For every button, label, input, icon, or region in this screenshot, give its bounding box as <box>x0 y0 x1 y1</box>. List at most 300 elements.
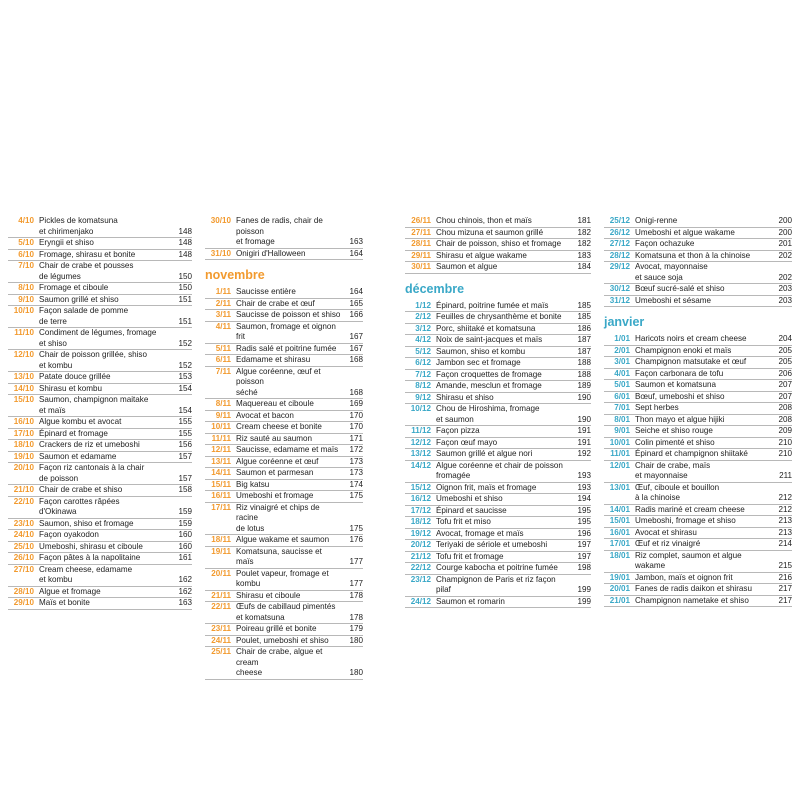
entry-date: 29/10 <box>13 598 34 607</box>
entry-date: 28/10 <box>13 586 34 596</box>
index-entry <box>8 497 192 519</box>
entry-title: Chou mizuna et saumon grillé <box>436 227 544 237</box>
entry-date: 22/12 <box>410 563 431 572</box>
entry-date: 29/11 <box>411 250 431 260</box>
entry-page: 216 <box>778 572 792 582</box>
entry-date: 24/11 <box>211 635 231 645</box>
entry-page: 154 <box>178 405 192 415</box>
entry-date: 22/10 <box>13 496 34 506</box>
entry-page: 215 <box>778 561 792 570</box>
index-entry <box>205 624 363 636</box>
entry-date: 19/11 <box>211 546 231 556</box>
entry-title: Avocat et shirasu <box>635 527 697 537</box>
entry-title: Cream cheese et bonite <box>236 422 322 431</box>
index-entry <box>405 529 591 541</box>
entry-title: Radis salé et poitrine fumée <box>236 343 337 353</box>
index-entry <box>8 452 192 464</box>
entry-page: 183 <box>577 250 591 260</box>
entry-page: 176 <box>349 535 363 544</box>
entry-page: 207 <box>778 391 792 401</box>
entry-title: Cream cheese, edamame et kombu <box>39 564 133 584</box>
entry-title: Avocat et bacon <box>236 410 294 420</box>
entry-page: 151 <box>178 294 192 304</box>
index-column-1 <box>8 216 192 610</box>
index-entry <box>8 519 192 531</box>
entry-date: 29/12 <box>609 262 630 271</box>
index-entry <box>405 438 591 450</box>
index-entry <box>604 596 792 608</box>
entry-title: Chou chinois, thon et maïs <box>436 216 532 225</box>
entry-title: Saumon grillé et algue nori <box>436 449 533 458</box>
entry-page: 210 <box>778 437 792 447</box>
entry-date: 13/11 <box>211 456 231 466</box>
entry-date: 15/12 <box>410 482 431 492</box>
index-entry <box>205 457 363 469</box>
entry-page: 195 <box>577 517 591 526</box>
index-entry <box>405 517 591 529</box>
entry-title: Œufs de cabillaud pimentés et komatsuna <box>236 602 336 622</box>
entry-page: 170 <box>349 422 363 431</box>
entry-date: 21/12 <box>410 551 431 561</box>
entry-date: 16/12 <box>410 494 431 503</box>
index-entry <box>8 295 192 307</box>
index-entry <box>604 483 792 505</box>
index-entry <box>8 261 192 283</box>
index-entry <box>8 250 192 262</box>
entry-title: Umeboshi et shiso <box>436 494 503 503</box>
index-entry <box>205 310 363 322</box>
entry-page: 200 <box>778 227 792 237</box>
entry-page: 175 <box>349 491 363 500</box>
index-entry <box>604 284 792 296</box>
entry-title: Chair de crabe et pousses de légumes <box>39 261 134 281</box>
index-entry <box>604 251 792 263</box>
index-entry <box>405 358 591 370</box>
entry-page: 217 <box>778 595 792 605</box>
entry-page: 199 <box>577 585 591 594</box>
entry-page: 162 <box>178 586 192 596</box>
entry-date: 12/10 <box>13 350 34 359</box>
entry-title: Jambon sec et fromage <box>436 358 521 367</box>
entry-page: 211 <box>779 471 792 480</box>
entry-date: 30/11 <box>411 262 431 271</box>
entry-page: 148 <box>178 249 192 259</box>
entry-date: 27/12 <box>609 239 630 248</box>
entry-page: 173 <box>349 468 363 477</box>
index-entry <box>604 528 792 540</box>
entry-title: Colin pimenté et shiso <box>635 437 715 447</box>
entry-title: Shirasu et shiso <box>436 392 494 402</box>
index-entry <box>205 468 363 480</box>
entry-title: Riz complet, saumon et algue wakame <box>635 550 742 570</box>
entry-page: 157 <box>178 473 192 483</box>
entry-title: Edamame et shirasu <box>236 355 311 364</box>
entry-page: 163 <box>178 598 192 607</box>
entry-title: Bœuf, umeboshi et shiso <box>635 391 725 401</box>
entry-title: Umeboshi et fromage <box>236 491 314 500</box>
entry-title: Façon carbonara de tofu <box>635 368 724 378</box>
entry-page: 213 <box>778 516 792 525</box>
index-entry <box>8 216 192 238</box>
index-entry <box>205 547 363 569</box>
entry-title: Œuf et riz vinaigré <box>635 539 701 548</box>
entry-date: 20/01 <box>609 584 630 593</box>
entry-title: Chair de poisson grillée, shiso et kombu <box>39 350 147 370</box>
entry-title: Saumon et algue <box>436 262 498 271</box>
index-entry <box>405 324 591 336</box>
entry-title: Saucisse de poisson et shiso <box>236 310 341 319</box>
entry-title: Courge kabocha et poitrine fumée <box>436 563 558 572</box>
index-entry <box>405 216 591 228</box>
entry-page: 156 <box>178 440 192 449</box>
entry-page: 172 <box>349 445 363 454</box>
index-entry <box>8 283 192 295</box>
entry-date: 24/10 <box>13 530 34 539</box>
entry-page: 152 <box>178 338 192 348</box>
index-entry <box>205 636 363 648</box>
entry-title: Algue kombu et avocat <box>39 417 122 426</box>
entry-date: 1/11 <box>215 287 231 296</box>
entry-date: 9/12 <box>415 392 431 402</box>
entry-date: 10/10 <box>13 306 34 315</box>
entry-page: 164 <box>349 248 363 258</box>
entry-date: 26/10 <box>13 553 34 562</box>
entry-title: Œuf, ciboule et bouillon à la chinoise <box>635 482 720 502</box>
entry-title: Noix de saint-jacques et maïs <box>436 335 543 344</box>
entry-page: 177 <box>349 579 363 588</box>
entry-title: Patate douce grillée <box>39 372 111 381</box>
entry-date: 19/10 <box>13 451 34 461</box>
entry-title: Saumon, champignon maitake et maïs <box>39 395 149 415</box>
entry-date: 6/01 <box>614 391 630 401</box>
entry-page: 170 <box>349 410 363 420</box>
index-entry <box>405 347 591 359</box>
entry-page: 182 <box>577 239 591 248</box>
entry-date: 17/01 <box>609 539 630 548</box>
entry-page: 212 <box>778 504 792 514</box>
entry-page: 184 <box>577 262 591 271</box>
entry-page: 191 <box>577 437 591 447</box>
entry-page: 179 <box>349 624 363 633</box>
entry-date: 3/11 <box>215 310 231 319</box>
entry-title: Sept herbes <box>635 403 679 412</box>
index-entry <box>604 551 792 573</box>
entry-date: 13/12 <box>410 449 431 458</box>
entry-date: 28/11 <box>411 239 431 248</box>
index-entry <box>205 299 363 311</box>
entry-title: Saumon et romarin <box>436 596 505 606</box>
entry-date: 18/11 <box>211 535 231 544</box>
entry-page: 197 <box>577 551 591 561</box>
entry-date: 1/01 <box>614 334 630 343</box>
entry-page: 190 <box>577 414 591 424</box>
entry-page: 155 <box>178 417 192 426</box>
entry-date: 25/10 <box>13 541 34 551</box>
entry-date: 14/11 <box>211 468 231 477</box>
entry-date: 6/11 <box>215 355 231 364</box>
entry-title: Saumon et edamame <box>39 451 117 461</box>
index-entry <box>205 445 363 457</box>
index-entry <box>8 587 192 599</box>
entry-page: 174 <box>349 479 363 489</box>
entry-date: 12/11 <box>211 445 231 454</box>
entry-page: 212 <box>778 493 792 502</box>
entry-date: 2/11 <box>215 298 231 308</box>
entry-title: Umeboshi et sésame <box>635 295 712 305</box>
entry-date: 21/11 <box>211 590 231 600</box>
entry-page: 208 <box>778 414 792 424</box>
index-entry <box>405 461 591 483</box>
entry-page: 150 <box>178 283 192 292</box>
entry-page: 166 <box>349 310 363 319</box>
entry-page: 148 <box>178 238 192 247</box>
entry-title: Haricots noirs et cream cheese <box>635 334 747 343</box>
entry-date: 28/12 <box>609 250 630 260</box>
entry-title: Poulet, umeboshi et shiso <box>236 635 329 645</box>
entry-title: Thon mayo et algue hijiki <box>635 414 725 424</box>
entry-title: Algue coréenne et chair de poisson fromagée <box>436 460 563 480</box>
entry-page: 159 <box>178 518 192 528</box>
index-entry <box>8 598 192 610</box>
entry-date: 4/12 <box>415 335 431 344</box>
entry-page: 180 <box>349 668 363 677</box>
entry-title: Saumon et parmesan <box>236 468 314 477</box>
entry-page: 204 <box>778 334 792 343</box>
entry-title: Algue coréenne et œuf <box>236 456 319 466</box>
entry-page: 186 <box>577 323 591 333</box>
entry-title: Maquereau et ciboule <box>236 399 314 408</box>
index-entry <box>8 485 192 497</box>
entry-title: Façon carottes râpées d'Okinawa <box>39 496 120 516</box>
entry-title: Saucisse entière <box>236 287 296 296</box>
entry-title: Champignon nametake et shiso <box>635 595 749 605</box>
index-entry <box>604 239 792 251</box>
entry-date: 11/01 <box>610 449 630 458</box>
entry-page: 178 <box>349 612 363 622</box>
entry-page: 209 <box>778 426 792 435</box>
entry-title: Chou de Hiroshima, fromage et saumon <box>436 404 540 424</box>
entry-date: 22/11 <box>211 602 231 611</box>
entry-page: 177 <box>349 557 363 566</box>
index-entry <box>604 573 792 585</box>
index-entry <box>205 591 363 603</box>
index-entry <box>405 393 591 405</box>
month-heading: novembre <box>205 268 265 282</box>
index-entry <box>8 328 192 350</box>
entry-title: Shirasu et ciboule <box>236 590 301 600</box>
index-entry <box>405 370 591 382</box>
index-entry <box>205 216 363 249</box>
entry-page: 187 <box>577 335 591 344</box>
entry-title: Algue wakame et saumon <box>236 535 330 544</box>
entry-date: 8/12 <box>415 381 431 390</box>
entry-date: 10/01 <box>609 437 630 447</box>
entry-date: 15/01 <box>609 516 630 525</box>
entry-date: 19/12 <box>410 528 431 538</box>
index-entry <box>8 530 192 542</box>
entry-title: Radis mariné et cream cheese <box>635 504 745 514</box>
index-entry <box>8 565 192 587</box>
entry-date: 8/10 <box>18 283 34 292</box>
index-entry <box>8 372 192 384</box>
index-column-4 <box>604 216 792 607</box>
entry-date: 7/01 <box>614 403 630 412</box>
index-entry <box>8 553 192 565</box>
entry-title: Saumon grillé et shiso <box>39 294 119 304</box>
entry-page: 189 <box>577 381 591 390</box>
entry-page: 155 <box>178 428 192 438</box>
entry-date: 5/01 <box>614 380 630 389</box>
entry-page: 173 <box>349 456 363 466</box>
entry-title: Amande, mesclun et fromage <box>436 381 542 390</box>
entry-page: 188 <box>577 358 591 367</box>
entry-date: 11/12 <box>411 426 431 435</box>
index-entry <box>8 306 192 328</box>
index-entry <box>604 228 792 240</box>
index-entry <box>405 301 591 313</box>
entry-title: Fanes de radis daikon et shirasu <box>635 584 752 593</box>
entry-page: 162 <box>178 575 192 584</box>
entry-date: 26/12 <box>609 227 630 237</box>
index-entry <box>405 404 591 426</box>
entry-page: 202 <box>778 272 792 282</box>
entry-title: Saumon, shiso et fromage <box>39 518 134 528</box>
index-entry <box>205 399 363 411</box>
entry-date: 16/11 <box>211 491 231 500</box>
index-entry <box>205 602 363 624</box>
index-entry <box>405 381 591 393</box>
entry-date: 5/10 <box>18 238 34 247</box>
entry-title: Jambon, maïs et oignon frit <box>635 572 733 582</box>
entry-page: 165 <box>349 298 363 308</box>
index-entry <box>604 426 792 438</box>
entry-date: 1/12 <box>415 300 431 310</box>
index-entry <box>205 535 363 547</box>
index-entry <box>604 449 792 461</box>
index-entry <box>8 395 192 417</box>
entry-title: Porc, shiitaké et komatsuna <box>436 323 536 333</box>
entry-date: 14/01 <box>609 504 630 514</box>
entry-title: Poireau grillé et bonite <box>236 624 317 633</box>
entry-title: Crackers de riz et umeboshi <box>39 440 140 449</box>
entry-page: 188 <box>577 369 591 379</box>
index-entry <box>604 438 792 450</box>
entry-page: 181 <box>577 216 591 225</box>
entry-title: Saumon, fromage et oignon frit <box>236 321 336 341</box>
index-entry <box>205 249 363 261</box>
entry-page: 185 <box>577 300 591 310</box>
entry-date: 27/10 <box>13 564 34 574</box>
entry-title: Avocat, mayonnaise et sauce soja <box>635 262 708 282</box>
entry-date: 19/01 <box>609 572 630 582</box>
entry-title: Épinard et champignon shiitaké <box>635 449 748 458</box>
entry-page: 161 <box>178 553 192 562</box>
entry-title: Champignon enoki et maïs <box>635 345 732 355</box>
entry-date: 12/01 <box>609 460 630 470</box>
month-heading: janvier <box>604 315 645 329</box>
entry-page: 185 <box>577 312 591 321</box>
entry-page: 201 <box>778 239 792 248</box>
entry-date: 17/10 <box>13 428 34 438</box>
index-entry <box>205 287 363 299</box>
entry-page: 171 <box>349 433 363 443</box>
entry-date: 25/12 <box>609 216 630 225</box>
entry-title: Champignon de Paris et riz façon pilaf <box>436 574 556 594</box>
entry-title: Façon pizza <box>436 426 480 435</box>
index-entry <box>405 540 591 552</box>
entry-date: 23/10 <box>13 518 34 528</box>
entry-page: 148 <box>178 226 192 236</box>
entry-page: 167 <box>349 332 363 341</box>
entry-title: Chair de crabe et œuf <box>236 298 315 308</box>
entry-page: 160 <box>178 541 192 551</box>
entry-title: Tofu frit et fromage <box>436 551 504 561</box>
entry-date: 9/11 <box>215 410 231 420</box>
entry-page: 193 <box>577 471 591 480</box>
month-heading: décembre <box>405 281 465 296</box>
entry-date: 3/01 <box>614 357 630 366</box>
entry-page: 194 <box>577 494 591 503</box>
entry-page: 205 <box>778 357 792 366</box>
entry-date: 13/01 <box>609 482 630 492</box>
entry-date: 21/10 <box>13 485 34 494</box>
index-entry <box>405 506 591 518</box>
entry-date: 4/10 <box>18 216 34 225</box>
entry-page: 213 <box>778 527 792 537</box>
entry-page: 191 <box>577 426 591 435</box>
index-entry <box>8 417 192 429</box>
index-entry <box>604 296 792 308</box>
entry-title: Shirasu et kombu <box>39 383 102 393</box>
index-entry <box>604 539 792 551</box>
entry-date: 5/12 <box>415 346 431 356</box>
entry-page: 154 <box>178 383 192 393</box>
entry-date: 7/12 <box>415 369 431 379</box>
index-entry <box>205 322 363 344</box>
entry-date: 8/11 <box>215 399 231 408</box>
entry-page: 167 <box>349 343 363 353</box>
index-entry <box>205 355 363 367</box>
entry-date: 11/11 <box>211 433 231 443</box>
entry-page: 175 <box>349 523 363 533</box>
entry-date: 18/12 <box>410 517 431 526</box>
index-entry <box>405 262 591 274</box>
index-entry <box>405 552 591 564</box>
entry-page: 157 <box>178 451 192 461</box>
entry-date: 10/12 <box>410 404 431 413</box>
entry-title: Fanes de radis, chair de poisson et fromage <box>236 216 323 246</box>
index-entry <box>205 569 363 591</box>
entry-title: Shirasu et algue wakame <box>436 250 527 260</box>
entry-page: 178 <box>349 590 363 600</box>
entry-title: Façon œuf mayo <box>436 437 498 447</box>
entry-title: Oignon frit, maïs et fromage <box>436 482 537 492</box>
index-entry <box>405 335 591 347</box>
index-entry <box>8 238 192 250</box>
entry-page: 198 <box>577 563 591 572</box>
entry-date: 23/12 <box>410 574 431 584</box>
entry-date: 30/12 <box>609 284 630 293</box>
entry-title: Fromage et ciboule <box>39 283 109 292</box>
entry-date: 14/12 <box>410 460 431 470</box>
index-entry <box>604 461 792 483</box>
entry-page: 217 <box>778 584 792 593</box>
entry-title: Teriyaki de sériole et umeboshi <box>436 540 548 549</box>
entry-page: 168 <box>349 355 363 364</box>
entry-page: 200 <box>778 216 792 225</box>
entry-title: Big katsu <box>236 479 270 489</box>
entry-page: 168 <box>349 387 363 397</box>
